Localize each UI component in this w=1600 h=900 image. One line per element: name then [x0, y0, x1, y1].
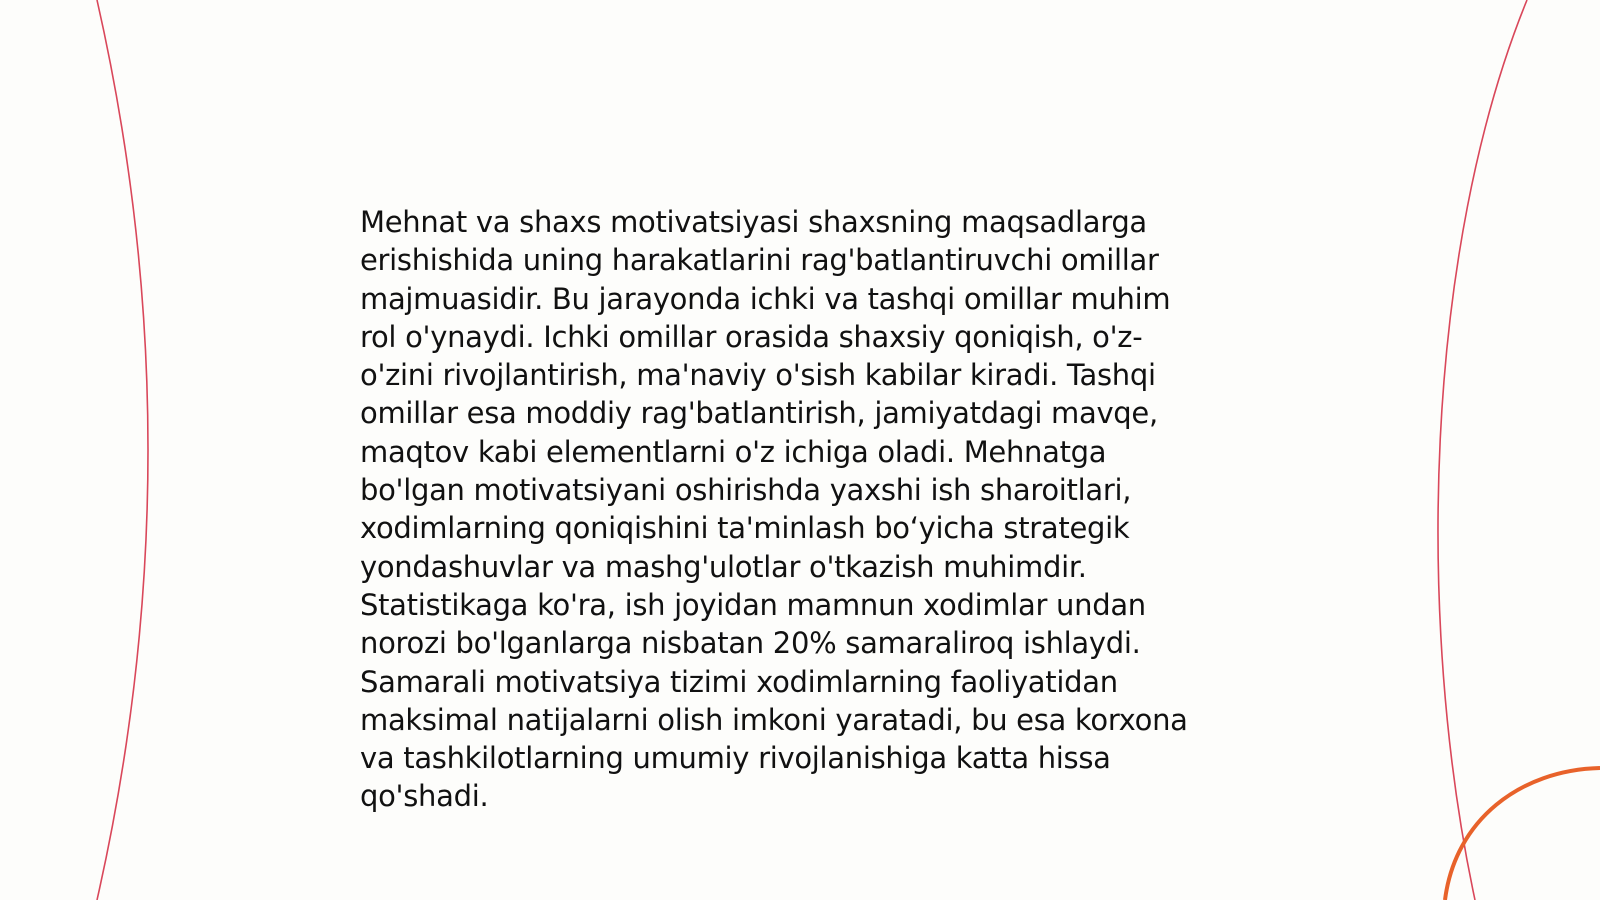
- left-curve-line: [97, 0, 148, 900]
- accent-arc: [1445, 768, 1600, 900]
- body-paragraph: Mehnat va shaxs motivatsiyasi shaxsning maqsadlarga erishishida uning harakatlarini rag'batlantiruvchi omillar majmuasidir. Bu jarayonda ichki va tashqi omillar muhim rol o'ynaydi. Ichki omillar orasida shaxsiy qoniqish, o'z- o'zini rivojlantirish, ma'naviy o'sish kabilar kiradi. Tashqi omillar esa moddiy rag'batlantirish, jamiyatdagi mavqe, maqtov kabi elementlarni o'z ichiga oladi. Mehnatga bo'lgan motivatsiyani oshirishda yaxshi ish sharoitlari, xodimlarning qoniqishini ta'minlash bo‘yicha strategik yondashuvlar va mashg'ulotlar o'tkazish muhimdir. Statistikaga ko'ra, ish joyidan mamnun xodimlar undan norozi bo'lganlarga nisbatan 20% samaraliroq ishlaydi. Samarali motivatsiya tizimi xodimlarning faoliyatidan maksimal natijalarni olish imkoni yaratadi, bu esa korxona va tashkilotlarning umumiy rivojlanishiga katta hissa qo'shadi.: [360, 205, 1188, 814]
- right-curve-line: [1438, 0, 1527, 900]
